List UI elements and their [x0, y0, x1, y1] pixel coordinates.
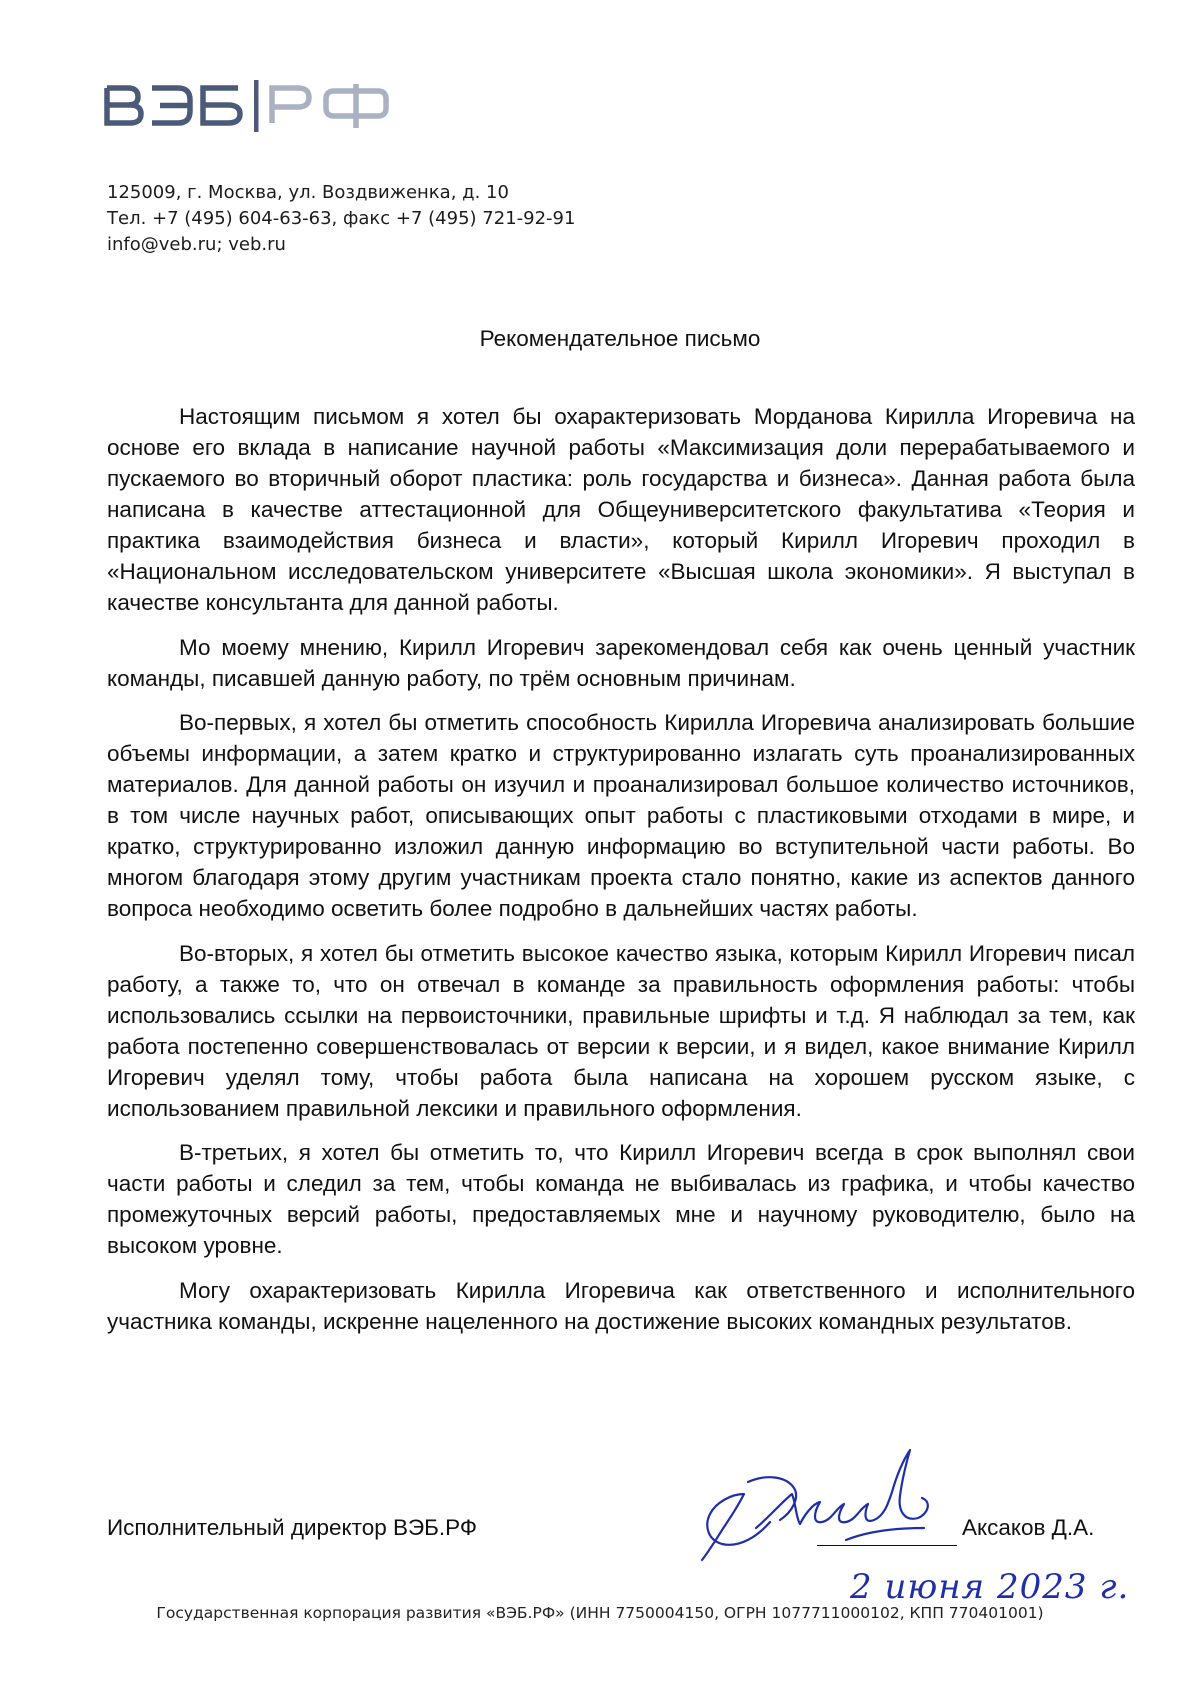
email-website-line: info@veb.ru; veb.ru — [107, 234, 286, 255]
veb-rf-logo — [104, 78, 404, 134]
document-title: Рекомендательное письмо — [479, 326, 761, 351]
phone-fax-line: Тел. +7 (495) 604-63-63, факс +7 (495) 721-92-91 — [107, 208, 576, 229]
paragraph-second-reason: Во-вторых, я хотел бы отметить высокое качество языка, которым Кирилл Игоревич писал работу, а также то, что он отвечал в команде за правильность оформления работы: чтобы использовались ссылки на первоисточники, правильные шрифты и т.д. Я наблюдал за тем, как работа постепенно совершенствовалась от версии к версии, и я видел, какое внимание Кирилл Игоревич уделял тому, чтобы работа была написана на хорошем русском языке, с использованием правильной лексики и правильного оформления. — [107, 940, 1135, 1121]
handwritten-signature — [696, 1432, 942, 1572]
address-line: 125009, г. Москва, ул. Воздвиженка, д. 10 — [107, 182, 509, 203]
paragraph-opinion: Мо моему мнению, Кирилл Игоревич зарекомендовал себя как очень ценный участник команды, писавшей данную работу, по трём основным причинам. — [107, 634, 1135, 691]
paragraph-first-reason: Во-первых, я хотел бы отметить способность Кирилла Игоревича анализировать большие объемы информации, а затем кратко и структурированно излагать суть проанализированных материалов. Для данной работы он изучил и проанализировал большое количество источников, в том числе научных работ, описывающих опыт работы с пластиковыми отходами в мире, и кратко, структурированно изложил данную информацию во вступительной части работы. Во многом благодаря этому другим участникам проекта стало понятно, какие из аспектов данного вопроса необходимо осветить более подробно в дальнейших частях работы. — [107, 710, 1135, 921]
paragraph-conclusion: Могу охарактеризовать Кирилла Игоревича как ответственного и исполнительного участника команды, искренне нацеленного на достижение высоких командных результатов. — [107, 1277, 1135, 1334]
letter-body — [107, 401, 1135, 1350]
signer-position: Исполнительный директор ВЭБ.РФ — [107, 1515, 478, 1540]
paragraph-intro: Настоящим письмом я хотел бы охарактеризовать Морданова Кирилла Игоревича на основе его вклада в написание научной работы «Максимизация доли перерабатываемого и пускаемого во вторичный оборот пластика: роль государства и бизнеса». Данная работа была написана в качестве аттестационной для Общеуниверситетского факультатива «Теория и практика взаимодействия бизнеса и власти», который Кирилл Игоревич проходил в «Национальном исследовательском университете «Высшая школа экономики». Я выступал в качестве консультанта для данной работы. — [107, 404, 1135, 615]
svg-text:2 июня 2023 г.: 2 июня 2023 г. — [850, 1567, 1130, 1607]
paragraph-third-reason: В-третьих, я хотел бы отметить то, что Кирилл Игоревич всегда в срок выполнял свои части работы и следил за тем, чтобы команда не выбивалась из графика, и чтобы качество промежуточных версий работы, предоставляемых мне и научному руководителю, было на высоком уровне. — [107, 1140, 1135, 1258]
footer-legal-info: Государственная корпорация развития «ВЭБ.РФ» (ИНН 7750004150, ОГРН 1077711000102, КПП 770401001) — [156, 1604, 1044, 1622]
sender-address — [107, 180, 575, 258]
signer-name: Аксаков Д.А. — [962, 1515, 1095, 1540]
